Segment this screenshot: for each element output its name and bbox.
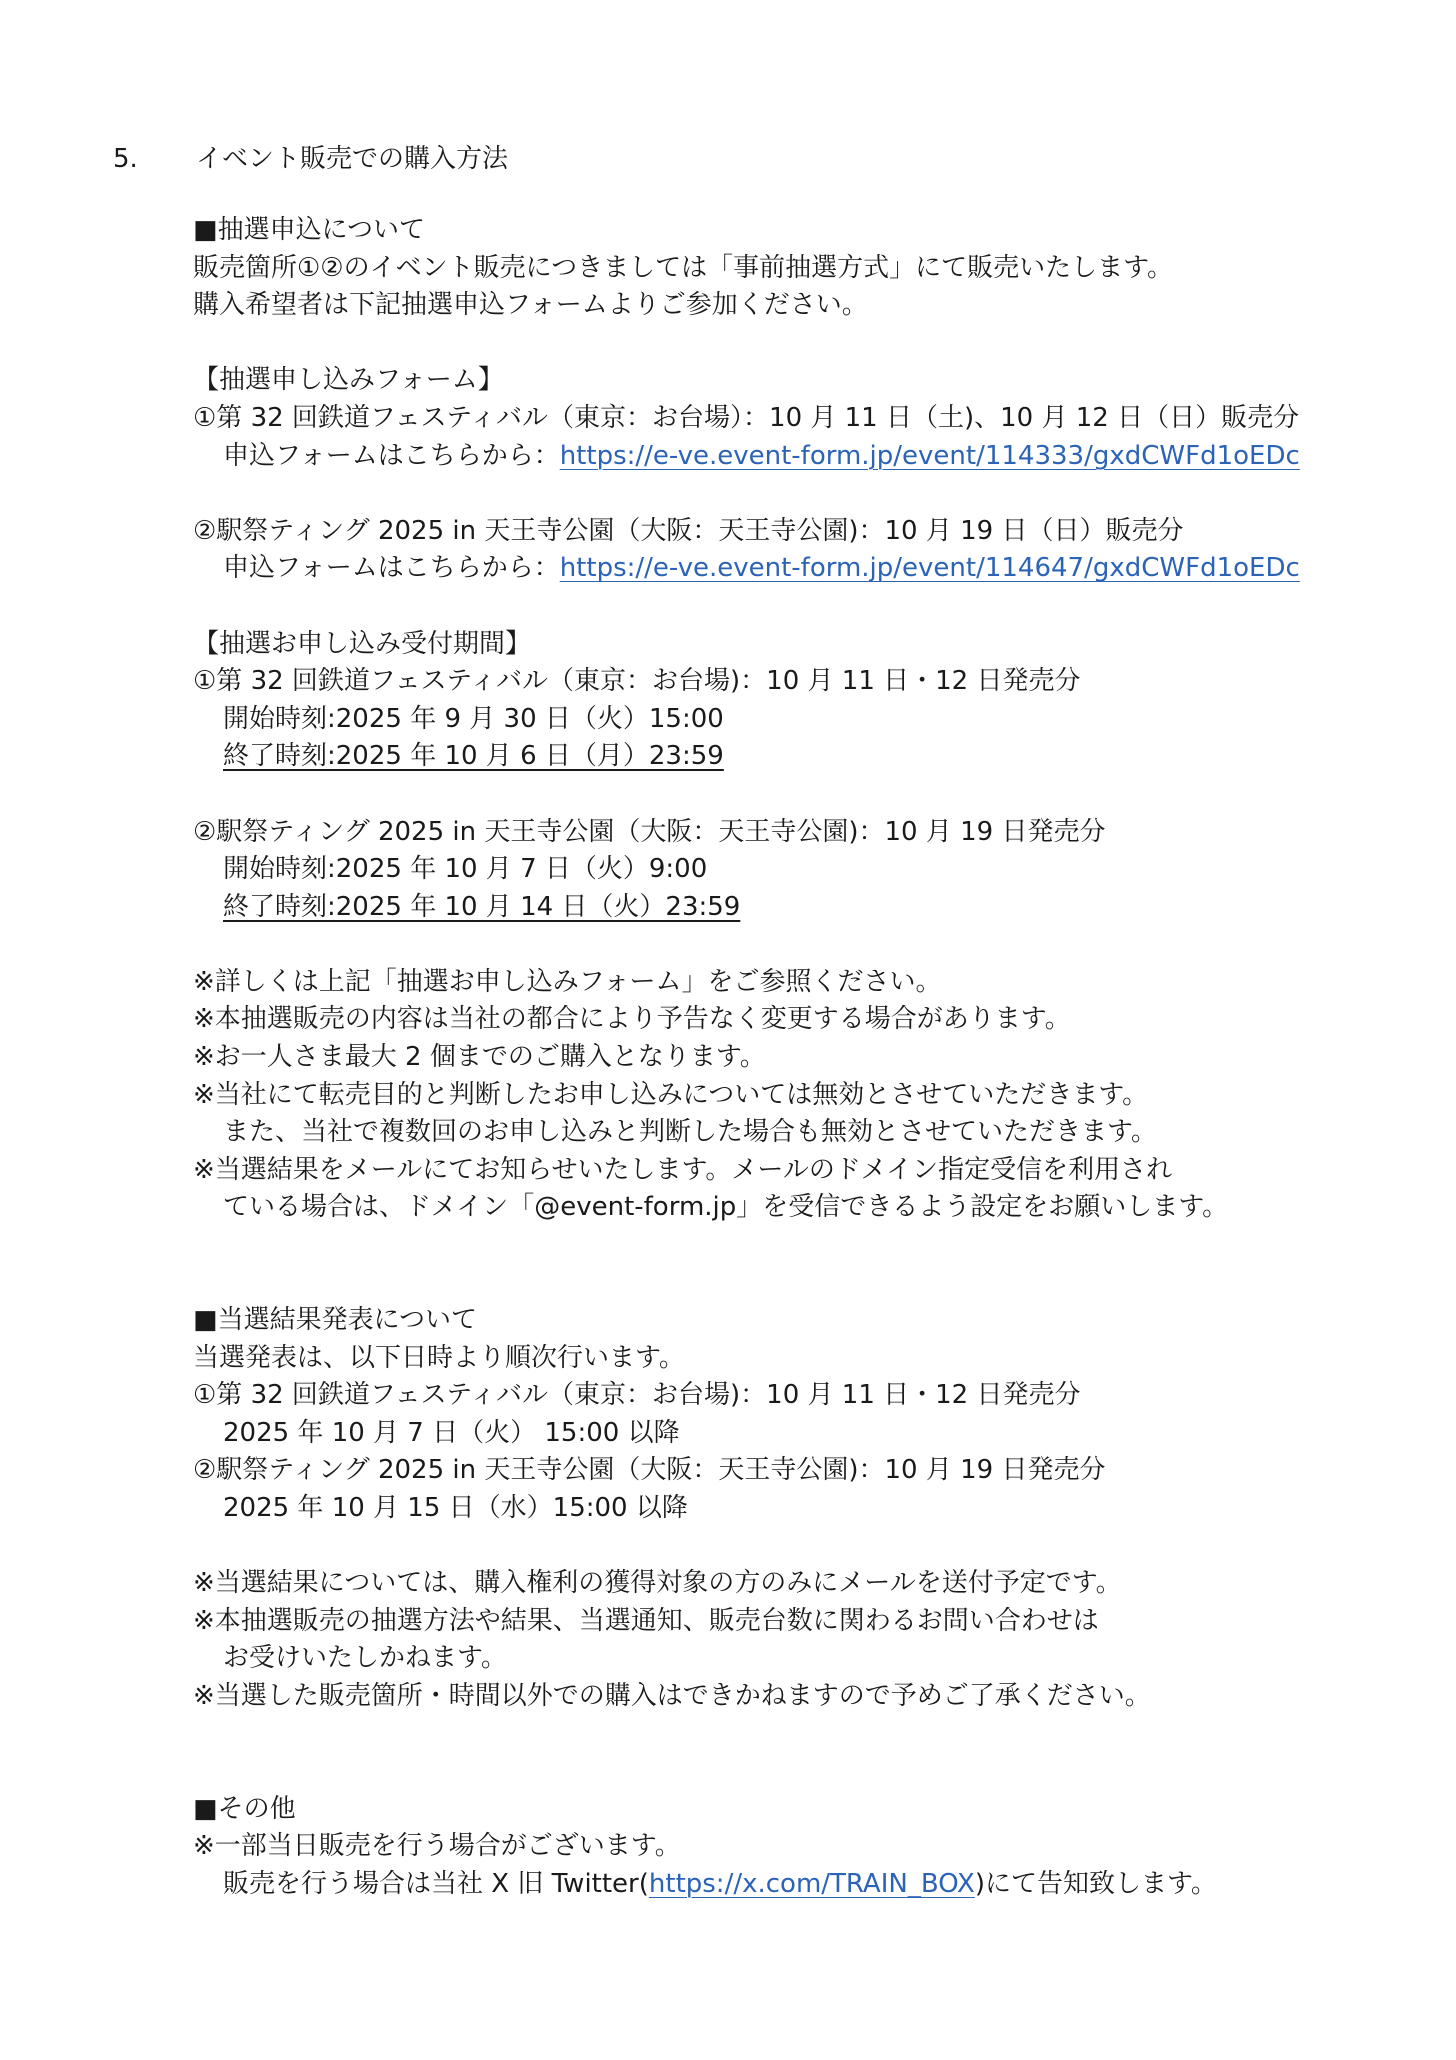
form-event-2: ②駅祭ティング 2025 in 天王寺公園（大阪：天王寺公園)：10 月 19 日（日）販売分 [193,515,1184,546]
period-end-2 [193,889,1413,927]
period-event-1: ①第 32 回鉄道フェスティバル（東京：お台場)：10 月 11 日・12 日発売分 [193,666,1081,697]
twitter-prefix: 販売を行う場合は当社 X 旧 Twitter( [223,1868,649,1899]
results-note: ※当選結果については、購入権利の獲得対象の方のみにメールを送付予定です。 [193,1568,1122,1599]
period-end-1 [193,738,1413,776]
form-link-line-2 [193,550,1413,588]
form-link-prefix: 申込フォームはこちらから： [223,553,560,584]
lottery-note: ている場合は、ドメイン「@event-form.jp」を受信できるよう設定をお願いします。 [223,1192,1229,1223]
results-date-1: 2025 年 10 月 7 日（火） 15:00 以降 [223,1417,680,1448]
form-heading: 【抽選申し込みフォーム】 [193,365,504,396]
period-event-2: ②駅祭ティング 2025 in 天王寺公園（大阪：天王寺公園)：10 月 19 日発売分 [193,816,1106,847]
lottery-note: ※当社にて転売目的と判断したお申し込みについては無効とさせていただきます。 [193,1079,1149,1110]
form-link-1[interactable]: https://e-ve.event-form.jp/event/114333/gxdCWFd1oEDc [559,440,1300,471]
section-title: イベント販売での購入方法 [196,144,509,174]
period-heading: 【抽選お申し込み受付期間】 [193,628,532,659]
period-end-text: 終了時刻:2025 年 10 月 6 日（月）23:59 [223,741,724,772]
lottery-note: また、当社で複数回のお申し込みと判断した場合も無効とさせていただきます。 [223,1117,1157,1148]
form-link-2[interactable]: https://e-ve.event-form.jp/event/114647/gxdCWFd1oEDc [559,553,1300,584]
results-intro: 当選発表は、以下日時より順次行います。 [193,1342,685,1373]
other-note: ※一部当日販売を行う場合がございます。 [193,1831,681,1862]
form-link-prefix: 申込フォームはこちらから： [223,440,560,471]
other-heading: ■その他 [193,1793,296,1824]
results-note: お受けいたしかねます。 [223,1643,507,1674]
period-start-2: 開始時刻:2025 年 10 月 7 日（火）9:00 [223,854,708,885]
twitter-link[interactable]: https://x.com/TRAIN_BOX [648,1868,975,1899]
twitter-suffix: )にて告知致します。 [974,1868,1217,1899]
form-link-line-1 [193,438,1413,476]
section-number: 5. [113,144,138,174]
period-end-text: 終了時刻:2025 年 10 月 14 日（火）23:59 [223,891,741,922]
twitter-line [193,1866,1413,1904]
lottery-note: ※本抽選販売の内容は当社の都合により予告なく変更する場合があります。 [193,1004,1071,1035]
lottery-note: ※詳しくは上記「抽選お申し込みフォーム」をご参照ください。 [193,966,942,997]
results-heading: ■当選結果発表について [193,1305,478,1336]
lottery-note: ※当選結果をメールにてお知らせいたします。メールのドメイン指定受信を利用され [193,1154,1173,1185]
lottery-heading: ■抽選申込について [193,215,426,245]
period-start-1: 開始時刻:2025 年 9 月 30 日（火）15:00 [223,703,724,734]
form-event-1: ①第 32 回鉄道フェスティバル（東京：お台場）：10 月 11 日（土)、10 月 12 日（日）販売分 [193,402,1300,433]
results-date-2: 2025 年 10 月 15 日（水）15:00 以降 [223,1493,688,1523]
results-event-1: ①第 32 回鉄道フェスティバル（東京：お台場)：10 月 11 日・12 日発売分 [193,1380,1081,1411]
lottery-intro-line: 購入希望者は下記抽選申込フォームよりご参加ください。 [193,290,868,321]
lottery-note: ※お一人さま最大 2 個までのご購入となります。 [193,1042,766,1073]
results-event-2: ②駅祭ティング 2025 in 天王寺公園（大阪：天王寺公園)：10 月 19 日発売分 [193,1455,1106,1486]
lottery-intro-line: 販売箇所①②のイベント販売につきましては「事前抽選方式」にて販売いたします。 [193,252,1174,283]
results-note: ※当選した販売箇所・時間以外での購入はできかねますので予めご了承ください。 [193,1680,1151,1711]
results-note: ※本抽選販売の抽選方法や結果、当選通知、販売台数に関わるお問い合わせは [193,1605,1099,1636]
section-content [193,212,1413,1903]
